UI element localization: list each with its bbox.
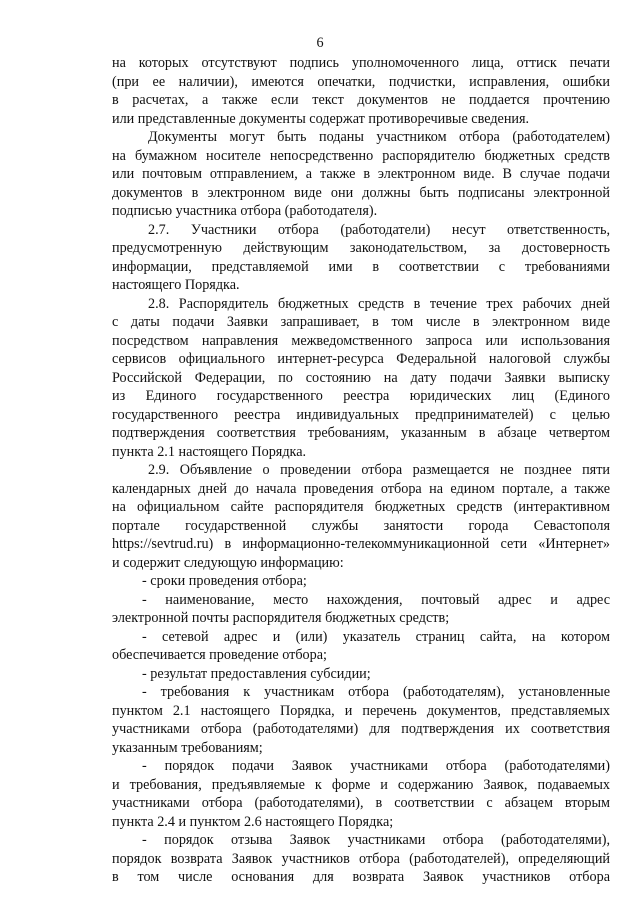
text-line: документов в электронном виде они должны быть подписаны электронной xyxy=(112,184,610,201)
text-line: и содержит следующую информацию: xyxy=(112,554,344,571)
text-line: в расчетах, а также если текст документов не поддается прочтению xyxy=(112,92,610,108)
text-line: пунктом 2.1 настоящего Порядка, и перечень документов, представляемых xyxy=(112,702,610,719)
text-line: - порядок отзыва Заявок участниками отбора (работодателями), xyxy=(142,832,610,848)
text-line: - сроки проведения отбора; xyxy=(142,573,307,589)
text-line: пункта 2.4 и пунктом 2.6 настоящего Порядка; xyxy=(112,813,394,830)
text-line: пункта 2.1 настоящего Порядка. xyxy=(112,443,307,460)
text-line: в том числе основания для возврата Заявок участников отбора xyxy=(112,869,610,885)
text-line: предусмотренную действующим законодательством, за достоверность xyxy=(112,240,610,256)
text-line: указанным требованиям; xyxy=(112,739,263,756)
text-line: календарных дней до начала проведения отбора на едином портале, а также xyxy=(112,480,610,497)
text-line: на которых отсутствуют подпись уполномоченного лица, оттиск печати xyxy=(112,55,610,71)
text-line: государственного реестра индивидуальных предпринимателей) с целью xyxy=(112,406,610,423)
text-line: с даты подачи Заявки запрашивает, в том числе в электронном виде xyxy=(112,314,610,330)
text-line: - результат предоставления субсидии; xyxy=(142,665,371,682)
document-body xyxy=(112,54,610,887)
text-line: или представленные документы содержат противоречивые сведения. xyxy=(112,110,530,127)
text-line: 2.8. Распорядитель бюджетных средств в течение трех рабочих дней xyxy=(148,295,610,312)
text-line: или почтовым отправлением, а также в электронном виде. В случае подачи xyxy=(112,166,610,182)
text-line: 2.7. Участники отбора (работодатели) несут ответственность, xyxy=(148,221,610,238)
text-line: Российской Федерации, по состоянию на дату подачи Заявки выписку xyxy=(112,369,610,386)
text-line: - сетевой адрес и (или) указатель страниц сайта, на котором xyxy=(142,628,610,645)
text-line: участниками отбора (работодателями), в соответствии с абзацем вторым xyxy=(112,795,610,811)
text-line: подтверждения соответствия требованиям, указанным в абзаце четвертом xyxy=(112,425,610,441)
text-line: и требования, предъявляемые к форме и содержанию Заявок, подаваемых xyxy=(112,776,610,793)
text-line: на официальном сайте распорядителя бюджетных средств (интерактивном xyxy=(112,499,610,515)
page-number: 6 xyxy=(316,35,324,51)
text-line: подписью участника отбора (работодателя). xyxy=(112,203,378,219)
text-line: сервисов официального интернет-ресурса Федеральной налоговой службы xyxy=(112,351,610,367)
text-line: https://sevtrud.ru) в информационно-телекоммуникационной сети «Интернет» xyxy=(112,536,610,552)
text-line: 2.9. Объявление о проведении отбора размещается не позднее пяти xyxy=(148,462,610,478)
text-line: настоящего Порядка. xyxy=(112,277,240,293)
text-line: информации, представляемой ими в соответствии с требованиями xyxy=(112,258,610,275)
text-line: из Единого государственного реестра юридических лиц (Единого xyxy=(112,388,610,404)
text-line: - требования к участникам отбора (работодателям), установленные xyxy=(142,684,610,700)
text-line: портале государственной службы занятости города Севастополя xyxy=(112,517,610,534)
text-line: - порядок подачи Заявок участниками отбора (работодателями) xyxy=(142,758,610,774)
text-line: (при ее наличии), имеются опечатки, подчистки, исправления, ошибки xyxy=(112,73,610,90)
text-line: участниками отбора (работодателями) для подтверждения их соответствия xyxy=(112,721,610,737)
text-line: на бумажном носителе непосредственно распорядителю бюджетных средств xyxy=(112,147,610,164)
text-line: электронной почты распорядителя бюджетных средств; xyxy=(112,610,450,626)
text-line: - наименование, место нахождения, почтовый адрес и адрес xyxy=(142,591,610,608)
text-line: посредством направления межведомственного запроса или использования xyxy=(112,332,610,349)
text-line: обеспечивается проведение отбора; xyxy=(112,647,327,663)
text-line: порядок возврата Заявок участников отбора (работодателей), определяющий xyxy=(112,850,610,867)
text-line: Документы могут быть поданы участником отбора (работодателем) xyxy=(148,129,610,145)
